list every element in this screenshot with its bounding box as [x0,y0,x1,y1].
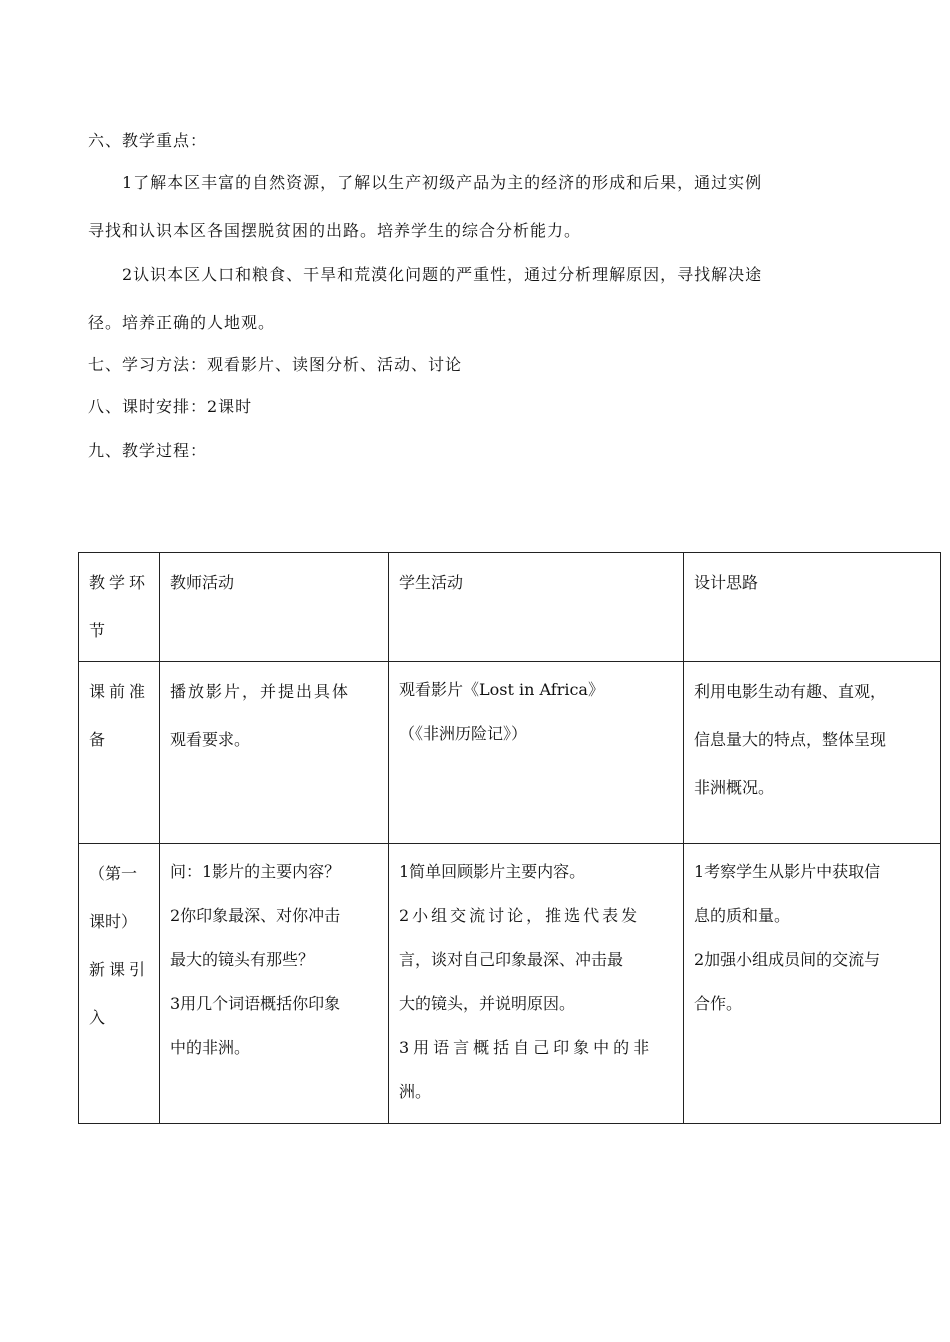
section-9-heading: 九、教学过程： [88,441,208,460]
row2-teacher [160,844,389,1124]
table-row [79,662,941,844]
cell-line: 利用电影生动有趣、直观， [694,682,887,701]
table-header-row [79,553,941,662]
cell-line: 备 [89,730,106,749]
cell-line: 播放影片，并提出具体 [170,682,351,701]
teaching-process-table [78,552,941,1124]
cell-line: 课前准 [89,682,150,701]
section-6-para1-line1: 1了解本区丰富的自然资源，了解以生产初级产品为主的经济的形成和后果，通过实例 [122,173,763,192]
cell-line: 教学环 [89,573,150,592]
cell-line: 节 [89,621,106,640]
cell-line: 观看影片《Lost in Africa》 [399,680,604,699]
cell-line: 课时） [89,912,138,931]
section-6-heading: 六、教学重点： [88,131,208,150]
cell-line: 问：1影片的主要内容？ [170,862,341,881]
section-6-para1-line2: 寻找和认识本区各国摆脱贫困的出路。培养学生的综合分析能力。 [88,221,582,240]
section-7-learning-method: 七、学习方法：观看影片、读图分析、活动、讨论 [88,355,463,374]
cell-line: （《非洲历险记》） [399,724,528,743]
row2-stage [79,844,160,1124]
cell-line: 言，谈对自己印象最深、冲击最 [399,950,624,969]
section-6-para2-line2: 径。培养正确的人地观。 [88,313,276,332]
header-cell-teaching-stage [79,553,160,662]
header-cell-teacher-activity [160,553,389,662]
section-8-schedule: 八、课时安排：2课时 [88,397,253,416]
cell-line: 观看要求。 [170,730,251,749]
cell-line: 3用语言概括自己印象中的非 [399,1038,654,1057]
cell-line: 1考察学生从影片中获取信 [694,862,881,881]
cell-line: 2你印象最深、对你冲击 [170,906,341,925]
cell-line: 非洲概况。 [694,778,775,797]
cell-line: 中的非洲。 [170,1038,251,1057]
row2-student [389,844,684,1124]
cell-line: 2小组交流讨论，推选代表发 [399,906,641,925]
cell-line: 设计思路 [694,573,759,592]
cell-line: 教师活动 [170,573,235,592]
cell-line: 学生活动 [399,573,464,592]
row1-design [684,662,941,844]
cell-line: （第一 [89,864,138,883]
cell-line: 合作。 [694,994,743,1013]
cell-line: 2加强小组成员间的交流与 [694,950,881,969]
cell-line: 3用几个词语概括你印象 [170,994,341,1013]
cell-line: 大的镜头，并说明原因。 [399,994,576,1013]
header-cell-student-activity [389,553,684,662]
header-cell-design-idea [684,553,941,662]
cell-line: 信息量大的特点，整体呈现 [694,730,887,749]
row1-teacher [160,662,389,844]
row2-design [684,844,941,1124]
cell-line: 1简单回顾影片主要内容。 [399,862,586,881]
table-row [79,844,941,1124]
row1-stage [79,662,160,844]
cell-line: 入 [89,1008,106,1027]
row1-student [389,662,684,844]
cell-line: 洲。 [399,1082,432,1101]
cell-line: 新课引 [89,960,150,979]
cell-line: 息的质和量。 [694,906,791,925]
cell-line: 最大的镜头有那些？ [170,950,315,969]
section-6-para2-line1: 2认识本区人口和粮食、干旱和荒漠化问题的严重性，通过分析理解原因，寻找解决途 [122,265,763,284]
